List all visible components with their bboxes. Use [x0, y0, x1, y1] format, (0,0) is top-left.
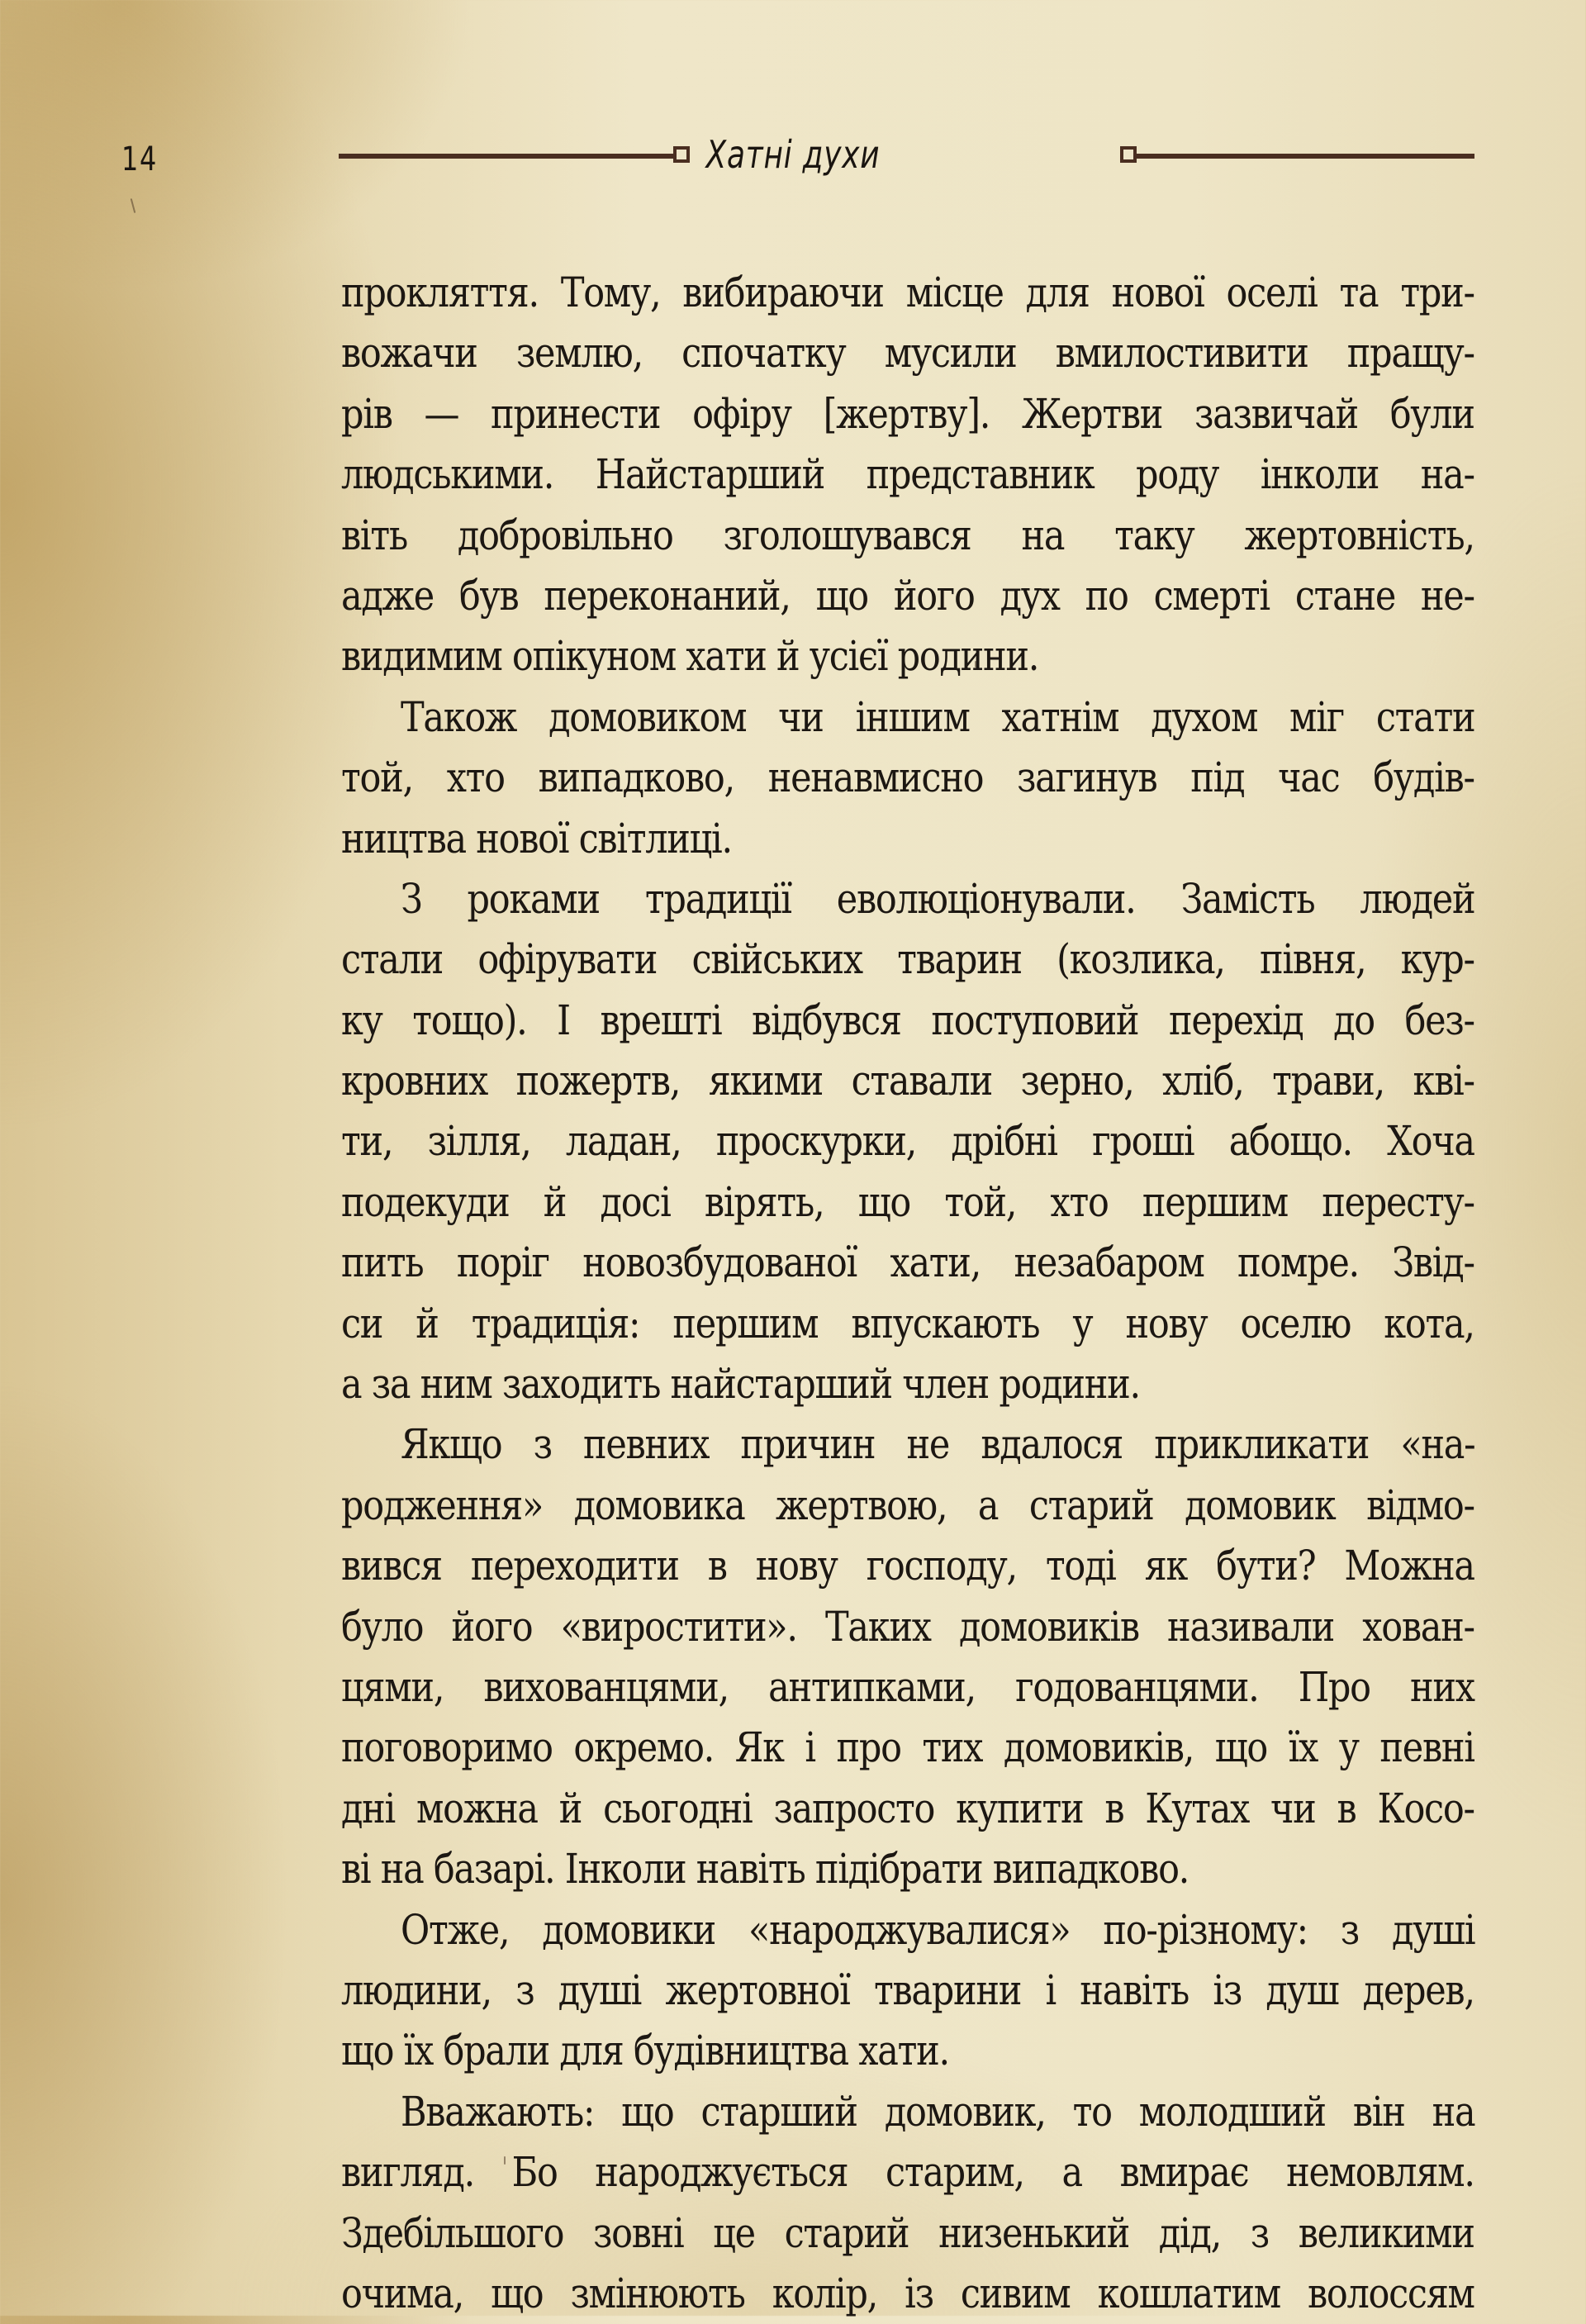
text-line-content: вився переходити в нову господу, тоді як бути? Можна [341, 1542, 1474, 1590]
page-number: 14 [121, 140, 158, 178]
text-line [341, 991, 1474, 1051]
paragraph-first-line [341, 1414, 1474, 1475]
text-line [341, 263, 1474, 323]
text-line-content: той, хто випадково, ненавмисно загинув під час будів- [341, 753, 1474, 802]
text-line [341, 626, 1474, 687]
text-line-content: рів — принести офіру [жертву]. Жертви зазвичай були [341, 389, 1474, 438]
text-line-content: подекуди й досі вірять, що той, хто першим пересту- [341, 1177, 1474, 1226]
text-line [341, 1718, 1474, 1778]
header-rule-right [1136, 154, 1474, 159]
text-line-content: що їх брали для будівництва хати. [341, 2027, 949, 2075]
text-line-content: а за ним заходить найстарший член родини. [341, 1360, 1140, 1409]
paragraph-first-line [341, 1900, 1474, 1960]
text-line-content: очима, що змінюють колір, із сивим кошлатим волоссям [341, 2269, 1474, 2317]
text-line-content: Отже, домовики «народжувалися» по-різному: з душі [401, 1905, 1475, 1954]
text-line [341, 2203, 1474, 2264]
text-line-content: Здебільшого зовні це старий низенький дід, з великими [341, 2208, 1474, 2257]
text-line [341, 1536, 1474, 1596]
text-line-content: вожачи землю, спочатку мусили вмилостивити пращу- [341, 329, 1474, 378]
text-line-content: Вважають: що старший домовик, то молодший він на [401, 2087, 1475, 2136]
text-line [341, 1657, 1474, 1718]
text-line [341, 809, 1474, 869]
text-line-content: пить поріг новозбудованої хати, незабаром помре. Звід- [341, 1238, 1474, 1287]
text-line [341, 1839, 1474, 1899]
running-title: Хатні духи [705, 132, 881, 177]
text-line-content: видимим опікуном хати й усієї родини. [341, 632, 1039, 681]
text-line [341, 2264, 1474, 2324]
body-text [341, 263, 1474, 2324]
text-line [341, 929, 1474, 990]
text-line-content: родження» домовика жертвою, а старий домовик відмо- [341, 1480, 1474, 1529]
text-line-content: цями, вихованцями, антипками, годованцями. Про них [341, 1662, 1474, 1711]
text-line [341, 1172, 1474, 1233]
header-rule-left [339, 154, 681, 159]
text-line [341, 566, 1474, 626]
text-line [341, 1960, 1474, 2021]
text-line-content: адже був переконаний, що його дух по смерті стане не- [341, 571, 1474, 620]
text-line [341, 1111, 1474, 1172]
text-line-content: З роками традиції еволюціонували. Замість людей [401, 874, 1475, 923]
text-line [341, 1354, 1474, 1414]
text-line-content: поговоримо окремо. Як і про тих домовиків, що їх у певні [341, 1723, 1474, 1772]
text-line-content: було його «виростити». Таких домовиків називали хован- [341, 1602, 1474, 1651]
paragraph-first-line [341, 869, 1474, 929]
text-line-content: віть добровільно зголошувався на таку жертовність, [341, 511, 1474, 559]
text-line-content: вигляд. Бо народжується старим, а вмирає немовлям. [341, 2148, 1474, 2197]
header-rule-end-square-left-icon [673, 146, 690, 163]
text-line-content: ти, зілля, ладан, проскурки, дрібні гроші абощо. Хоча [341, 1117, 1474, 1166]
text-line [341, 384, 1474, 444]
text-line [341, 1233, 1474, 1293]
header-rule-end-square-right-icon [1120, 146, 1137, 163]
text-line-content: людини, з душі жертовної тварини і навіть із душ дерев, [341, 1965, 1474, 2014]
running-header [0, 0, 1586, 248]
text-line [341, 2142, 1474, 2203]
text-line-content: дні можна й сьогодні запросто купити в Кутах чи в Косо- [341, 1784, 1474, 1832]
text-line [341, 444, 1474, 505]
text-line [341, 748, 1474, 808]
text-line [341, 1779, 1474, 1839]
text-line [341, 1476, 1474, 1536]
text-line [341, 1294, 1474, 1354]
text-line-content: прокляття. Тому, вибираючи місце для нової оселі та три- [341, 269, 1474, 316]
text-line [341, 1051, 1474, 1111]
text-line-content: Якщо з певних причин не вдалося прикликати «на- [401, 1420, 1475, 1469]
text-line-content: кровних пожертв, якими ставали зерно, хліб, трави, кві- [341, 1057, 1474, 1105]
text-line-content: си й традиція: першим впускають у нову оселю кота, [341, 1299, 1474, 1347]
paragraph-first-line [341, 2082, 1474, 2142]
text-line-content: стали офірувати свійських тварин (козлика, півня, кур- [341, 935, 1474, 984]
text-line-content: ку тощо). І врешті відбувся поступовий перехід до без- [341, 996, 1474, 1044]
text-line [341, 506, 1474, 566]
text-line-content: ництва нової світлиці. [341, 814, 732, 863]
text-line-content: людськими. Найстарший представник роду інколи на- [341, 450, 1474, 499]
text-line [341, 323, 1474, 383]
text-line-content: Також домовиком чи іншим хатнім духом міг стати [401, 692, 1475, 741]
text-line [341, 2021, 1474, 2081]
text-line-content: ві на базарі. Інколи навіть підібрати випадково. [341, 1845, 1190, 1894]
text-line [341, 1597, 1474, 1657]
paragraph-first-line [341, 687, 1474, 748]
